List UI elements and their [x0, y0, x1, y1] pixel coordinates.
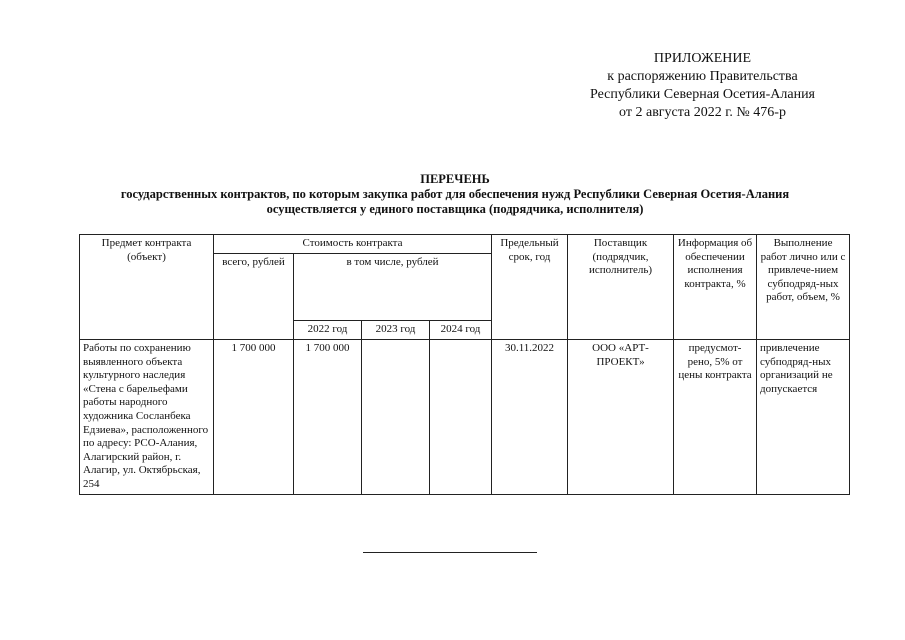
title-line-1: государственных контрактов, по которым закупка работ для обеспечения нужд Республики Северная Осетия-Алания [120, 187, 790, 201]
header-including: в том числе, рублей [294, 253, 492, 321]
header-supplier: Поставщик (подрядчик, исполнитель) [568, 235, 674, 340]
appendix-order-ref: к распоряжению Правительства [607, 69, 798, 84]
header-row-1 [80, 235, 850, 254]
row-total: 1 700 000 [214, 340, 294, 495]
title-line-2: осуществляется у единого поставщика (подрядчика, исполнителя) [266, 202, 644, 216]
title-heading: ПЕРЕЧЕНЬ [420, 172, 490, 186]
header-security: Информация об обеспечении исполнения контракта, % [674, 235, 757, 340]
closing-rule [363, 552, 537, 553]
header-deadline: Предельный срок, год [492, 235, 568, 340]
appendix-header [540, 50, 865, 122]
header-total: всего, рублей [214, 253, 294, 339]
row-execution: привлечение субподряд-ных организаций не допускается [757, 340, 850, 495]
contracts-table [79, 234, 850, 495]
row-security: предусмот-рено, 5% от цены контракта [674, 340, 757, 495]
header-execution: Выполнение работ лично или с привлече-нием субподряд-ных работ, объем, % [757, 235, 850, 340]
header-2022: 2022 год [294, 321, 362, 340]
row-subject: Работы по сохранению выявленного объекта культурного наследия «Стена с барельефами работы народного художника Сосланбека Едзиева», расположенного по адресу: РСО-Алания, Алагирский район, г. Алагир, ул. Октябрьская, 254 [80, 340, 214, 495]
row-2022: 1 700 000 [294, 340, 362, 495]
row-2024 [430, 340, 492, 495]
appendix-label: ПРИЛОЖЕНИЕ [653, 51, 752, 66]
table-row [80, 340, 850, 495]
appendix-date-number: от 2 августа 2022 г. № 476-р [619, 105, 786, 120]
header-cost: Стоимость контракта [214, 235, 492, 254]
row-2023 [362, 340, 430, 495]
header-2024: 2024 год [430, 321, 492, 340]
row-supplier: ООО «АРТ-ПРОЕКТ» [568, 340, 674, 495]
row-deadline: 30.11.2022 [492, 340, 568, 495]
document-title [60, 172, 850, 217]
header-2023: 2023 год [362, 321, 430, 340]
header-subject: Предмет контракта (объект) [80, 235, 214, 340]
appendix-government: Республики Северная Осетия-Алания [590, 87, 815, 102]
